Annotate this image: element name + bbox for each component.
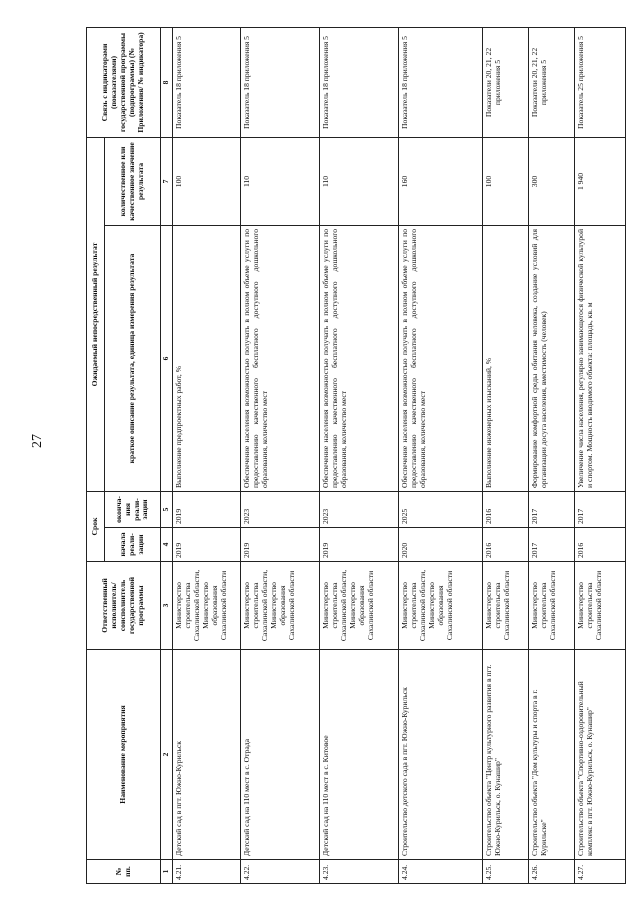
cell-desc: Обеспечение населения возможностью получать в полном объеме услуги по предоставлению качественного бесплатного доступного дошкольного образования, количество мест [399, 225, 483, 491]
cell-start: 2019 [172, 528, 240, 562]
cell-desc: Увеличение числа населения, регулярно занимающегося физической культурой и спортом. Мощность вводимого объекта: площадь, кв. м [575, 225, 626, 491]
cell-no: 4.26. [529, 860, 575, 884]
cell-name: Детский сад на 110 мест в с. Отрада [241, 650, 320, 860]
table-row [399, 27, 483, 883]
col-index: 6 [161, 225, 173, 491]
cell-no: 4.24. [399, 860, 483, 884]
table-row [241, 27, 320, 883]
col-index: 8 [161, 27, 173, 137]
col-index: 4 [161, 528, 173, 562]
header-start: начала реали-зации [105, 528, 161, 562]
cell-desc: Обеспечение населения возможностью получать в полном объеме услуги по предоставлению качественного бесплатного доступного дошкольного образования, количество мест [320, 225, 399, 491]
header-exec: Ответственный исполнитель/соисполнитель государственной программы [87, 562, 161, 650]
cell-exec: Министерство строительства Сахалинской области [575, 562, 626, 650]
cell-desc: Обеспечение населения возможностью получать в полном объеме услуги по предоставлению качественного бесплатного доступного дошкольного образования, количество мест [241, 225, 320, 491]
cell-name: Детский сад в пгт. Южно-Курильск [172, 650, 240, 860]
cell-val: 1 940 [575, 137, 626, 225]
cell-start: 2019 [241, 528, 320, 562]
table-row [320, 27, 399, 883]
cell-no: 4.25. [482, 860, 528, 884]
cell-exec: Министерство строительства Сахалинской области, Министерство образования Сахалинской области [241, 562, 320, 650]
col-index: 1 [161, 860, 173, 884]
cell-end: 2017 [529, 491, 575, 527]
table-row [575, 27, 626, 883]
table-row [529, 27, 575, 883]
cell-val: 160 [399, 137, 483, 225]
header-name: Наименование мероприятия [87, 650, 161, 860]
table-container [86, 28, 626, 884]
header-no: № пп. [87, 860, 161, 884]
cell-end: 2019 [172, 491, 240, 527]
page-number: 27 [30, 434, 45, 448]
cell-link: Показатель 18 приложения 5 [241, 27, 320, 137]
header-term: Срок [87, 491, 105, 561]
cell-end: 2023 [241, 491, 320, 527]
cell-exec: Министерство строительства Сахалинской области, Министерство образования Сахалинской области [172, 562, 240, 650]
cell-link: Показатели 20, 21, 22 приложения 5 [482, 27, 528, 137]
header-end: оконча-ния реали-зации [105, 491, 161, 527]
cell-end: 2023 [320, 491, 399, 527]
cell-exec: Министерство строительства Сахалинской области [482, 562, 528, 650]
cell-name: Строительство детского сада в пгт. Южно-Курильск [399, 650, 483, 860]
cell-desc: Выполнение инженерных изысканий, % [482, 225, 528, 491]
cell-val: 110 [241, 137, 320, 225]
measures-table [86, 27, 626, 884]
cell-desc: Формирование комфортной среды обитания человека, создание условий для организации досуга населения, вместимость (человек) [529, 225, 575, 491]
col-index: 2 [161, 650, 173, 860]
cell-link: Показатели 20, 21, 22 приложения 5 [529, 27, 575, 137]
col-index: 3 [161, 562, 173, 650]
cell-end: 2025 [399, 491, 483, 527]
cell-name: Строительство объекта "Центр культурного развития в пгт. Южно-Курильск, о. Кунашир" [482, 650, 528, 860]
cell-link: Показатель 18 приложения 5 [399, 27, 483, 137]
cell-link: Показатель 18 приложения 5 [320, 27, 399, 137]
cell-exec: Министерство строительства Сахалинской области, Министерство образования Сахалинской области [399, 562, 483, 650]
header-result-desc: краткое описание результата, единица измерения результата [105, 225, 161, 491]
cell-exec: Министерство строительства Сахалинской области [529, 562, 575, 650]
cell-name: Детский сад на 110 мест в с. Китовое [320, 650, 399, 860]
cell-start: 2016 [482, 528, 528, 562]
table-row [172, 27, 240, 883]
cell-val: 100 [482, 137, 528, 225]
cell-exec: Министерство строительства Сахалинской области, Министерство образования Сахалинской области [320, 562, 399, 650]
cell-end: 2016 [482, 491, 528, 527]
col-index: 5 [161, 491, 173, 527]
header-link: Связь с индикаторами (показателями) государственной программы (подпрограммы) (№ Приложения/ № индикатора) [87, 27, 161, 137]
cell-start: 2019 [320, 528, 399, 562]
header-result-val: количественное или качественное значение результата [105, 137, 161, 225]
cell-name: Строительство объекта "Дом культуры и спорта в г. Курильске" [529, 650, 575, 860]
cell-start: 2017 [529, 528, 575, 562]
table-row [482, 27, 528, 883]
cell-val: 100 [172, 137, 240, 225]
cell-desc: Выполнение предпроектных работ, % [172, 225, 240, 491]
cell-start: 2016 [575, 528, 626, 562]
header-result: Ожидаемый непосредственный результат [87, 137, 105, 491]
cell-val: 110 [320, 137, 399, 225]
cell-no: 4.27. [575, 860, 626, 884]
cell-end: 2017 [575, 491, 626, 527]
cell-name: Строительство объекта "Спортивно-оздоровительный комплекс в пгт. Южно-Курильск, о. Кунашир" [575, 650, 626, 860]
cell-link: Показатель 25 приложения 5 [575, 27, 626, 137]
cell-no: 4.21. [172, 860, 240, 884]
col-index: 7 [161, 137, 173, 225]
cell-link: Показатель 18 приложения 5 [172, 27, 240, 137]
cell-no: 4.22. [241, 860, 320, 884]
cell-start: 2020 [399, 528, 483, 562]
cell-val: 300 [529, 137, 575, 225]
cell-no: 4.23. [320, 860, 399, 884]
